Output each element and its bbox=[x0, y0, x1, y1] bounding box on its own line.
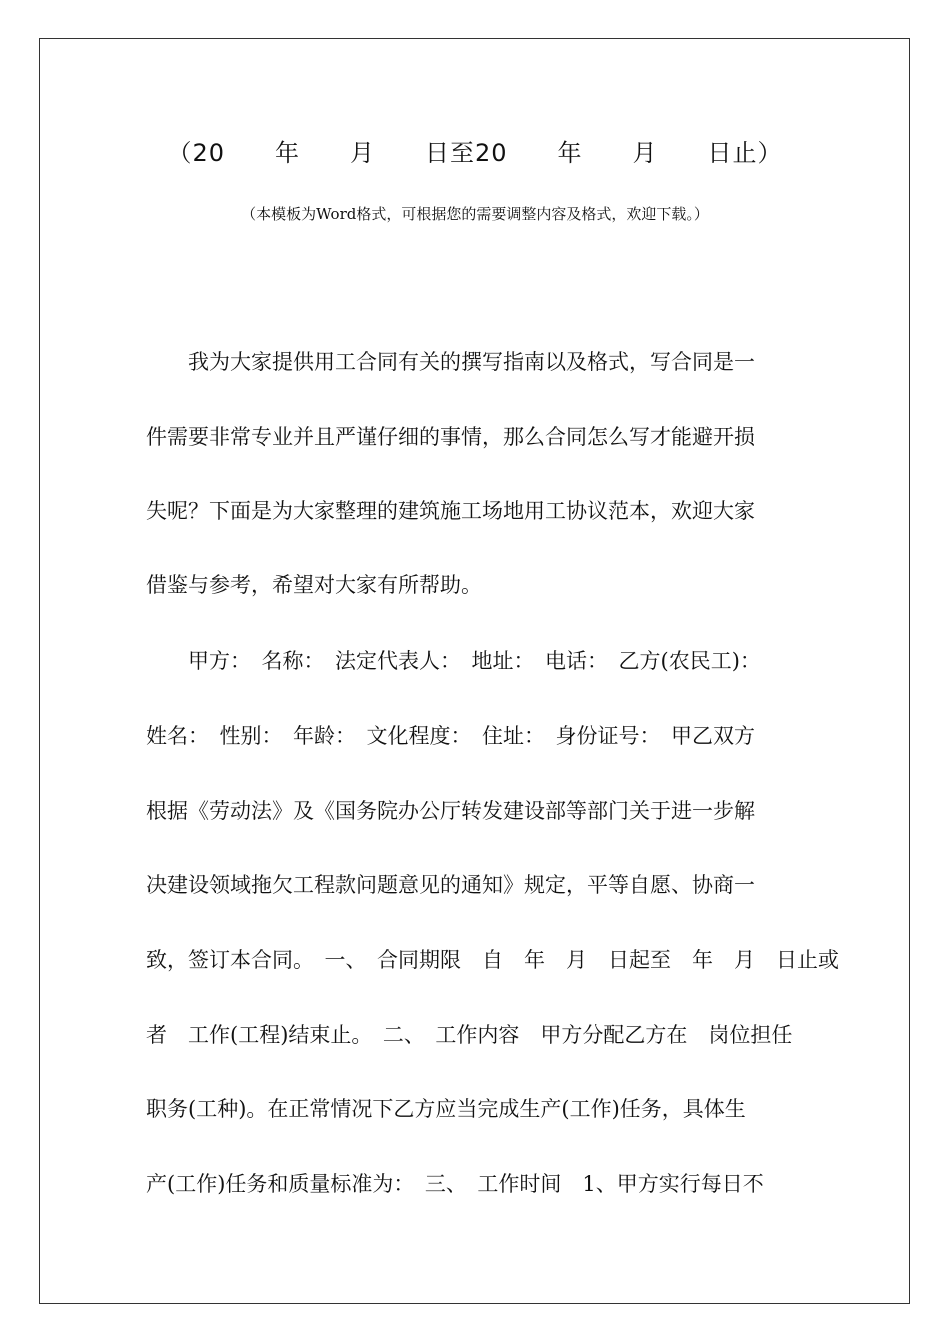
contract-date-range: （20 年 月 日至20 年 月 日止） bbox=[167, 139, 783, 167]
body-line: 决建设领域拖欠工程款问题意见的通知》规定，平等自愿、协商一 bbox=[146, 873, 755, 897]
body-line: 借鉴与参考，希望对大家有所帮助。 bbox=[146, 573, 482, 597]
body-line: 致，签订本合同。 一、 合同期限 自 年 月 日起至 年 月 日止或 bbox=[146, 948, 839, 972]
body-line: 根据《劳动法》及《国务院办公厅转发建设部等部门关于进一步解 bbox=[146, 799, 755, 823]
body-line: 失呢？下面是为大家整理的建筑施工场地用工协议范本，欢迎大家 bbox=[146, 499, 755, 523]
body-line: 者 工作(工程)结束止。 二、 工作内容 甲方分配乙方在 岗位担任 bbox=[146, 1023, 793, 1047]
body-line: 职务(工种)。在正常情况下乙方应当完成生产(工作)任务，具体生 bbox=[146, 1097, 746, 1121]
body-line: 产(工作)任务和质量标准为： 三、 工作时间 1、甲方实行每日不 bbox=[146, 1172, 764, 1196]
body-line: 件需要非常专业并且严谨仔细的事情，那么合同怎么写才能避开损 bbox=[146, 425, 755, 449]
template-note: （本模板为Word格式，可根据您的需要调整内容及格式，欢迎下载。） bbox=[241, 205, 709, 223]
body-line: 姓名： 性别： 年龄： 文化程度： 住址： 身份证号： 甲乙双方 bbox=[146, 724, 755, 748]
body-line: 我为大家提供用工合同有关的撰写指南以及格式，写合同是一 bbox=[188, 350, 755, 374]
body-line: 甲方： 名称： 法定代表人： 地址： 电话： 乙方(农民工)： bbox=[188, 649, 761, 673]
